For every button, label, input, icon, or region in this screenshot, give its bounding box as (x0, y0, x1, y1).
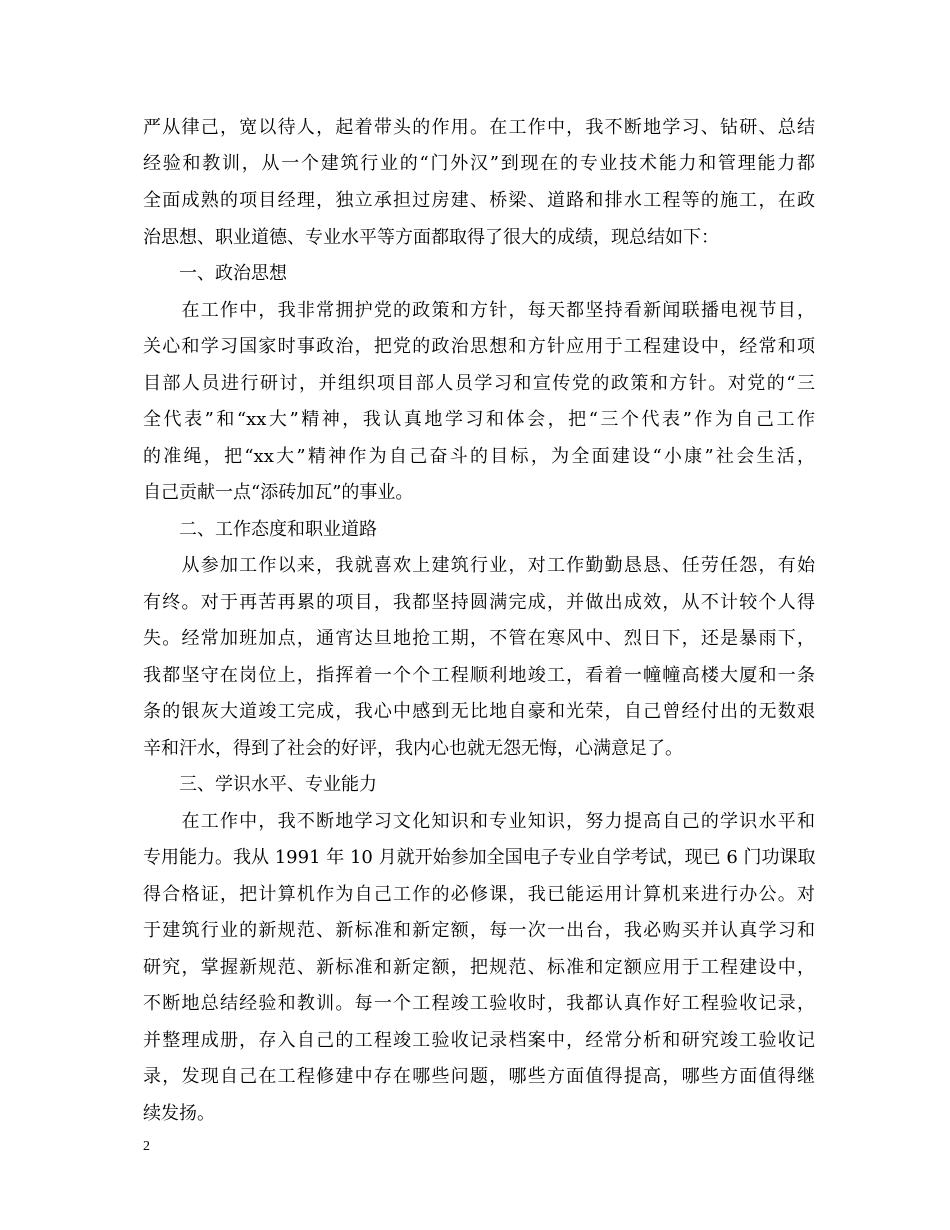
text-line: 从参加工作以来，我就喜欢上建筑行业，对工作勤勤恳恳、任劳任怨，有始 (143, 555, 815, 576)
text-line: 我都坚守在岗位上，指挥着一个个工程顺利地竣工，看着一幢幢高楼大厦和一条 (143, 665, 815, 686)
section-heading: 一、政治思想 (143, 263, 287, 284)
text-line: 自己贡献一点“添砖加瓦”的事业。 (143, 482, 414, 503)
text-line: 录，发现自己在工程修建中存在哪些问题，哪些方面值得提高，哪些方面值得继 (143, 1066, 815, 1087)
section-heading: 二、工作态度和职业道路 (143, 519, 377, 540)
text-line: 并整理成册，存入自己的工程竣工验收记录档案中，经常分析和研究竣工验收记 (143, 1030, 815, 1051)
text-line: 不断地总结经验和教训。每一个工程竣工验收时，我都认真作好工程验收记录， (143, 993, 815, 1014)
text-line: 于建筑行业的新规范、新标准和新定额，每一次一出台，我必购买并认真学习和 (143, 920, 815, 941)
section-heading: 三、学识水平、专业能力 (143, 774, 377, 795)
text-line: 经验和教训，从一个建筑行业的“门外汉”到现在的专业技术能力和管理能力都 (143, 153, 815, 174)
text-line: 续发扬。 (143, 1103, 215, 1124)
text-line: 在工作中，我不断地学习文化知识和专业知识，努力提高自己的学识水平和 (143, 811, 815, 832)
text-line: 辛和汗水，得到了社会的好评，我内心也就无怨无悔，心满意足了。 (143, 738, 683, 759)
text-line: 严从律己，宽以待人，起着带头的作用。在工作中，我不断地学习、钻研、总结 (143, 117, 815, 138)
text-line: 关心和学习国家时事政治，把党的政治思想和方针应用于工程建设中，经常和项 (143, 336, 815, 357)
text-line: 条的银灰大道竣工完成，我心中感到无比地自豪和光荣，自己曾经付出的无数艰 (143, 701, 815, 722)
text-line: 全面成熟的项目经理，独立承担过房建、桥梁、道路和排水工程等的施工，在政 (143, 190, 815, 211)
text-line: 得合格证，把计算机作为自己工作的必修课，我已能运用计算机来进行办公。对 (143, 884, 815, 905)
text-line: 研究，掌握新规范、新标准和新定额，把规范、标准和定额应用于工程建设中， (143, 957, 815, 978)
text-line: 有终。对于再苦再累的项目，我都坚持圆满完成，并做出成效，从不计较个人得 (143, 592, 815, 613)
text-line: 治思想、职业道德、专业水平等方面都取得了很大的成绩，现总结如下： (143, 227, 719, 248)
text-line: 目部人员进行研讨，并组织项目部人员学习和宣传党的政策和方针。对党的“三 (143, 373, 815, 394)
text-line: 失。经常加班加点，通宵达旦地抢工期，不管在寒风中、烈日下，还是暴雨下， (143, 628, 815, 649)
text-line: 全代表”和“xx大”精神，我认真地学习和体会，把“三个代表”作为自己工作 (143, 409, 815, 430)
text-line: 专用能力。我从 1991 年 10 月就开始参加全国电子专业自学考试，现已 6 门功课取 (143, 847, 816, 868)
text-line: 的准绳，把“xx大”精神作为自己奋斗的目标，为全面建设“小康”社会生活， (143, 446, 815, 467)
text-line: 在工作中，我非常拥护党的政策和方针，每天都坚持看新闻联播电视节目， (143, 300, 815, 321)
page-number: 2 (143, 1139, 150, 1154)
